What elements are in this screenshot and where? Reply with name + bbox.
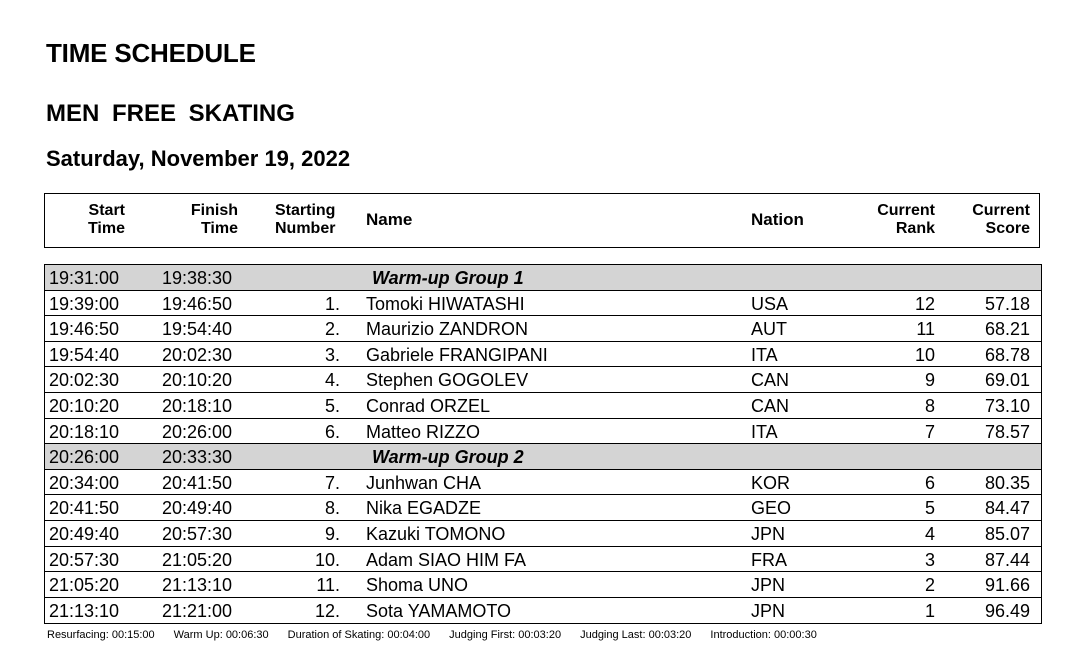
starting-number-cell: 3. bbox=[324, 344, 340, 365]
page-title: TIME SCHEDULE bbox=[46, 38, 256, 68]
table-row bbox=[45, 598, 1041, 624]
current-rank-cell: 4 bbox=[924, 523, 935, 544]
table-row bbox=[45, 572, 1041, 598]
current-score-cell: 68.78 bbox=[984, 344, 1030, 365]
starting-number-cell: 4. bbox=[324, 370, 340, 391]
current-score-cell: 87.44 bbox=[984, 549, 1030, 570]
nation-cell: GEO bbox=[751, 498, 792, 519]
current-score-cell: 69.01 bbox=[984, 370, 1030, 391]
start-time-cell: 20:18:10 bbox=[49, 421, 120, 442]
finish-time-cell: 19:54:40 bbox=[162, 319, 233, 340]
skater-name-cell: Junhwan CHA bbox=[366, 472, 482, 493]
footer-label: Resurfacing: bbox=[47, 629, 109, 641]
current-score-cell: 78.57 bbox=[984, 421, 1030, 442]
footer-value: 00:03:20 bbox=[648, 629, 692, 641]
warmup-group-label: Warm-up Group 1 bbox=[372, 268, 524, 288]
header-finish-line2: Time bbox=[200, 220, 238, 237]
finish-time-cell: 20:26:00 bbox=[162, 421, 233, 442]
footer-label: Judging First: bbox=[449, 629, 516, 641]
finish-time-cell: 21:21:00 bbox=[162, 600, 233, 621]
current-rank-cell: 6 bbox=[924, 472, 935, 493]
start-time-cell: 19:46:50 bbox=[49, 319, 120, 340]
footer-item bbox=[449, 629, 561, 641]
starting-number-cell: 7. bbox=[324, 472, 340, 493]
skater-name-cell: Shoma UNO bbox=[366, 575, 469, 596]
footer-value: 00:00:30 bbox=[774, 629, 817, 641]
nation-cell: JPN bbox=[751, 523, 786, 544]
event-date: Saturday, November 19, 2022 bbox=[46, 146, 351, 171]
header-current-rank bbox=[835, 202, 935, 238]
start-time-cell: 21:13:10 bbox=[49, 600, 120, 621]
skater-name-cell: Adam SIAO HIM FA bbox=[366, 549, 527, 570]
start-time-cell: 20:49:40 bbox=[49, 523, 120, 544]
finish-time-cell: 20:18:10 bbox=[162, 395, 233, 416]
start-time-cell: 20:41:50 bbox=[49, 498, 120, 519]
skater-name-cell: Sota YAMAMOTO bbox=[366, 600, 512, 621]
footer-label: Warm Up: bbox=[173, 629, 223, 641]
footer-item bbox=[174, 629, 269, 641]
table-row bbox=[45, 419, 1041, 445]
footer-item bbox=[710, 629, 816, 641]
current-rank-cell: 10 bbox=[914, 344, 935, 365]
start-time-cell: 19:39:00 bbox=[49, 293, 120, 314]
footer-value: 00:04:00 bbox=[387, 629, 431, 641]
header-score-line1: Current bbox=[972, 202, 1030, 219]
current-rank-cell: 2 bbox=[924, 575, 935, 596]
header-name: Name bbox=[366, 210, 413, 229]
starting-number-cell: 10. bbox=[314, 549, 340, 570]
current-score-cell: 57.18 bbox=[984, 293, 1030, 314]
table-row bbox=[45, 342, 1041, 368]
starting-number-cell: 11. bbox=[316, 575, 340, 596]
header-starting-number bbox=[275, 202, 335, 238]
starting-number-cell: 8. bbox=[324, 498, 340, 519]
current-rank-cell: 12 bbox=[914, 293, 935, 314]
finish-time-cell: 20:57:30 bbox=[162, 523, 233, 544]
footer-item bbox=[288, 629, 431, 641]
skater-name-cell: Nika EGADZE bbox=[366, 498, 482, 519]
header-finish-line1: Finish bbox=[190, 202, 238, 219]
header-start-time bbox=[45, 202, 125, 238]
finish-time-cell: 20:49:40 bbox=[162, 498, 233, 519]
footer-value: 00:03:20 bbox=[518, 629, 562, 641]
table-row bbox=[45, 316, 1041, 342]
nation-cell: JPN bbox=[751, 600, 786, 621]
warmup-group-label: Warm-up Group 2 bbox=[372, 447, 524, 468]
nation-cell: USA bbox=[751, 293, 789, 314]
current-score-cell: 85.07 bbox=[984, 523, 1030, 544]
warmup-group-row bbox=[45, 444, 1041, 470]
nation-cell: ITA bbox=[751, 421, 778, 442]
finish-time-cell: 19:46:50 bbox=[162, 293, 233, 314]
footer-value: 00:15:00 bbox=[111, 629, 155, 641]
current-rank-cell: 1 bbox=[924, 600, 935, 621]
table-header bbox=[44, 193, 1040, 248]
header-start-line1: Start bbox=[88, 202, 125, 219]
current-score-cell: 96.49 bbox=[984, 600, 1030, 621]
current-score-cell: 73.10 bbox=[984, 395, 1030, 416]
table-row bbox=[45, 470, 1041, 496]
current-score-cell: 91.66 bbox=[984, 575, 1030, 596]
header-current-score bbox=[945, 202, 1030, 238]
finish-time-cell: 20:10:20 bbox=[162, 370, 233, 391]
start-time-cell: 20:02:30 bbox=[49, 370, 120, 391]
nation-cell: FRA bbox=[751, 549, 787, 570]
starting-number-cell: 5. bbox=[324, 395, 340, 416]
header-score-line2: Score bbox=[985, 220, 1030, 237]
footer-value: 00:06:30 bbox=[225, 629, 269, 641]
nation-cell: AUT bbox=[751, 319, 787, 340]
header-nation: Nation bbox=[751, 210, 804, 229]
table-row bbox=[45, 367, 1041, 393]
finish-time-cell: 21:05:20 bbox=[162, 549, 233, 570]
header-finish-time bbox=[145, 202, 238, 238]
nation-cell: CAN bbox=[751, 395, 790, 416]
starting-number-cell: 9. bbox=[324, 523, 340, 544]
starting-number-cell: 2. bbox=[324, 319, 340, 340]
skater-name-cell: Kazuki TOMONO bbox=[366, 523, 506, 544]
header-starting-line2: Number bbox=[275, 220, 336, 237]
header-starting-line1: Starting bbox=[275, 202, 336, 219]
nation-cell: KOR bbox=[751, 472, 791, 493]
skater-name-cell: Maurizio ZANDRON bbox=[366, 319, 529, 340]
nation-cell: CAN bbox=[751, 370, 790, 391]
finish-time-cell: 19:38:30 bbox=[162, 268, 233, 288]
start-time-cell: 20:26:00 bbox=[49, 447, 120, 468]
table-row bbox=[45, 291, 1041, 317]
footer-label: Introduction: bbox=[710, 629, 771, 641]
nation-cell: JPN bbox=[751, 575, 786, 596]
header-rank-line2: Rank bbox=[895, 220, 935, 237]
current-score-cell: 84.47 bbox=[984, 498, 1030, 519]
schedule-table bbox=[44, 264, 1042, 624]
header-rank-line1: Current bbox=[877, 202, 935, 219]
finish-time-cell: 20:41:50 bbox=[162, 472, 233, 493]
footer-item bbox=[47, 629, 155, 641]
footer-label: Duration of Skating: bbox=[287, 629, 385, 641]
skater-name-cell: Tomoki HIWATASHI bbox=[366, 293, 525, 314]
schedule-footer bbox=[47, 629, 836, 641]
warmup-group-row bbox=[45, 265, 1041, 291]
starting-number-cell: 6. bbox=[324, 421, 340, 442]
current-rank-cell: 8 bbox=[924, 395, 935, 416]
current-score-cell: 68.21 bbox=[984, 319, 1030, 340]
table-row bbox=[45, 393, 1041, 419]
current-score-cell: 80.35 bbox=[984, 472, 1030, 493]
nation-cell: ITA bbox=[751, 344, 778, 365]
current-rank-cell: 11 bbox=[916, 319, 935, 340]
skater-name-cell: Conrad ORZEL bbox=[366, 395, 491, 416]
start-time-cell: 19:31:00 bbox=[49, 268, 120, 288]
skater-name-cell: Matteo RIZZO bbox=[366, 421, 481, 442]
footer-item bbox=[580, 629, 691, 641]
finish-time-cell: 21:13:10 bbox=[162, 575, 233, 596]
table-row bbox=[45, 547, 1041, 573]
start-time-cell: 19:54:40 bbox=[49, 344, 120, 365]
current-rank-cell: 9 bbox=[924, 370, 935, 391]
table-row bbox=[45, 521, 1041, 547]
start-time-cell: 20:57:30 bbox=[49, 549, 120, 570]
current-rank-cell: 7 bbox=[924, 421, 935, 442]
starting-number-cell: 12. bbox=[314, 600, 340, 621]
start-time-cell: 20:10:20 bbox=[49, 395, 120, 416]
current-rank-cell: 5 bbox=[924, 498, 935, 519]
event-title: MEN FREE SKATING bbox=[46, 100, 295, 127]
start-time-cell: 20:34:00 bbox=[49, 472, 120, 493]
current-rank-cell: 3 bbox=[924, 549, 935, 570]
footer-label: Judging Last: bbox=[580, 629, 646, 641]
finish-time-cell: 20:33:30 bbox=[162, 447, 233, 468]
header-start-line2: Time bbox=[87, 220, 125, 237]
skater-name-cell: Stephen GOGOLEV bbox=[366, 370, 529, 391]
table-row bbox=[45, 495, 1041, 521]
start-time-cell: 21:05:20 bbox=[49, 575, 120, 596]
finish-time-cell: 20:02:30 bbox=[162, 344, 233, 365]
starting-number-cell: 1. bbox=[324, 293, 340, 314]
skater-name-cell: Gabriele FRANGIPANI bbox=[366, 344, 548, 365]
